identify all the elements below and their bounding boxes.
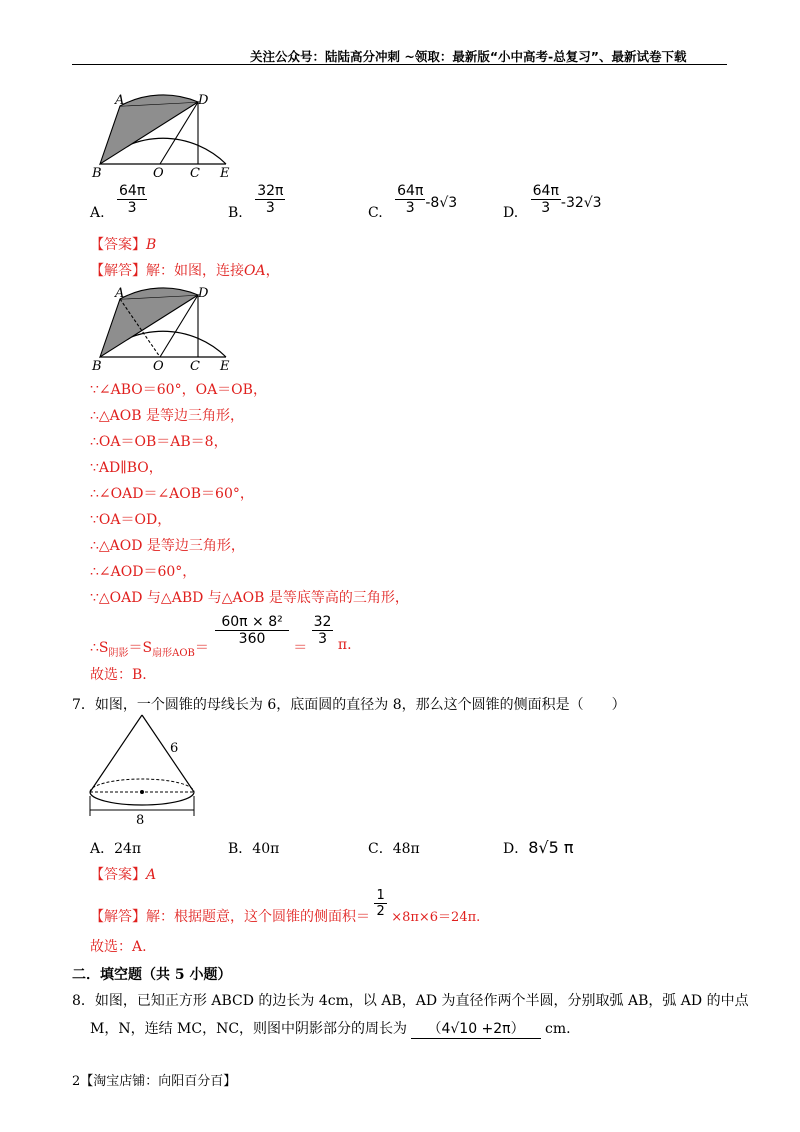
q7-solution: 【解答】解：根据题意，这个圆锥的侧面积＝ $\frac{1}{2}$ ×8π×6＝24π. [90,888,481,925]
semicircle-figure-1 [90,92,240,180]
q8-answer-blank: （4√10 +2π） [411,1018,541,1039]
option-d: D. $\frac{64\pi}{3}$ -32√3 [503,183,602,221]
label-A: A [115,286,125,301]
label-slant: 6 [170,741,179,756]
q7-stem: 7．如图，一个圆锥的母线长为 6，底面圆的直径为 8，那么这个圆锥的侧面积是（ ） [72,697,626,713]
q8-line-2: M，N，连结 MC，NC，则图中阴影部分的周长为 （4√10 +2π） cm. [90,1018,571,1039]
label-D: D [198,286,209,301]
section-title: 二．填空题（共 5 小题） [72,967,232,983]
q6-conclusion: 故选：B. [90,667,147,683]
q8-line-1: 8．如图，已知正方形 ABCD 的边长为 4cm，以 AB，AD 为直径作两个半圆，分别取弧 AB，弧 AD 的中点 [72,993,749,1009]
semicircle-figure-2 [90,285,240,373]
q6-step-1: ∵∠ABO＝60°，OA＝OB， [90,382,267,398]
page-header: 关注公众号：陆陆高分冲刺 ~领取：最新版“小中高考-总复习”、最新试卷下载 [250,49,687,64]
q7-option-c: C．48π [368,841,420,857]
label-O: O [153,359,164,373]
label-C: C [190,359,200,373]
q7-option-d: D．8√5 π [503,838,574,857]
q7-conclusion: 故选：A. [90,939,147,955]
q7-answer: 【答案】A [90,867,157,883]
q6-solution-intro: 【解答】解：如图，连接OA， [90,263,280,279]
label-C: C [190,166,200,180]
q6-step-2: ∴△AOB 是等边三角形， [90,408,244,424]
label-O: O [153,166,164,180]
label-A: A [115,93,125,108]
page-footer: 2【淘宝店铺：向阳百分百】 [72,1074,237,1089]
label-E: E [220,166,230,180]
q6-step-4: ∵AD∥BO， [90,460,163,476]
q6-step-3: ∴OA＝OB＝AB＝8， [90,434,228,450]
label-E: E [220,359,230,373]
q6-final-formula: $\therefore S_{阴影}=S_{扇形AOB}=$ $\frac{\text{60π × 8²}}{360}$ ＝ $\frac{32}{3}$ π. [90,614,352,659]
q6-step-7: ∴△AOD 是等边三角形， [90,538,245,554]
label-B: B [92,166,102,180]
q6-step-6: ∵OA＝OD， [90,512,172,528]
option-c: C. $\frac{64\pi}{3}$ -8√3 [368,183,458,221]
q6-answer: 【答案】B [90,237,157,253]
q7-option-a: A．24π [90,841,142,857]
cone-figure [82,710,202,826]
q6-step-8: ∴∠AOD＝60°， [90,564,197,580]
label-diameter: 8 [136,813,145,826]
q6-step-9: ∵△OAD 与△ABD 与△AOB 是等底等高的三角形， [90,590,409,606]
option-b: B. $\frac{32\pi}{3}$ [228,183,284,221]
option-a: A. $\frac{64\pi}{3}$ [90,183,146,221]
q6-step-5: ∴∠OAD＝∠AOB＝60°， [90,486,254,502]
label-B: B [92,359,102,373]
label-D: D [198,93,209,108]
header-rule [72,64,727,65]
q7-option-b: B．40π [228,841,280,857]
